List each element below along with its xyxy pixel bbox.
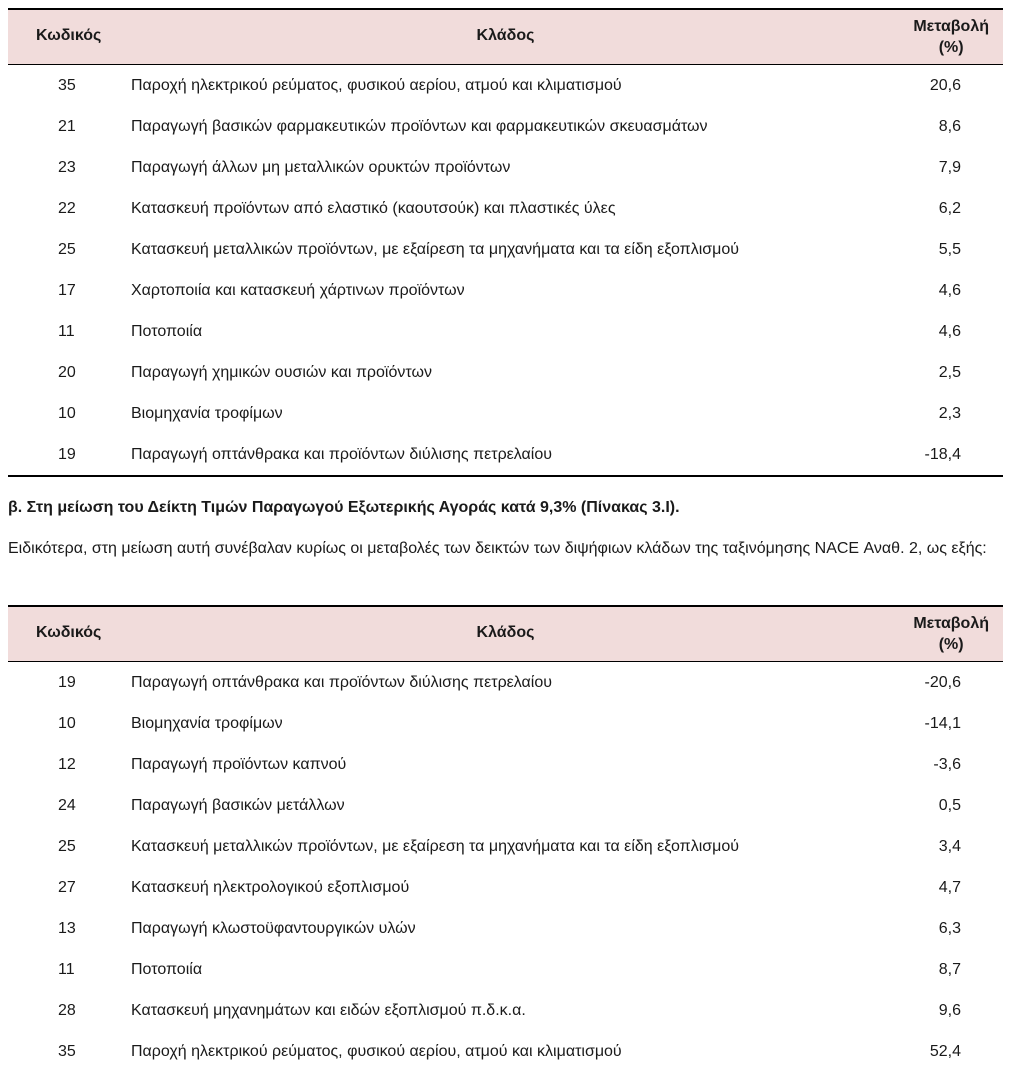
table-row [8,434,1003,475]
row-change: 20,6 [929,77,961,94]
table-row [8,393,1003,434]
table-header [8,607,1003,662]
header-change [913,16,989,58]
row-change: 6,2 [938,200,961,217]
row-code: 19 [58,446,76,463]
table-producer-price-increase [8,8,1003,477]
row-branch: Παροχή ηλεκτρικού ρεύματος, φυσικού αερίου, ατμού και κλιματισμού [131,77,622,94]
row-code: 11 [58,323,75,340]
row-code: 25 [58,838,76,855]
row-change: 2,5 [938,364,961,381]
table-body [8,65,1003,475]
table-row [8,949,1003,990]
row-code: 19 [58,674,76,691]
row-change: -3,6 [933,756,961,773]
row-change: 4,6 [938,282,961,299]
row-change: 52,4 [929,1043,961,1060]
row-branch: Παραγωγή προϊόντων καπνού [131,756,347,773]
row-code: 24 [58,797,76,814]
row-change: 6,3 [938,920,961,937]
row-change: 8,7 [938,961,961,978]
row-change: 9,6 [938,1002,961,1019]
row-code: 10 [58,715,76,732]
row-change: 3,4 [938,838,961,855]
row-branch: Παραγωγή βασικών φαρμακευτικών προϊόντων και φαρμακευτικών σκευασμάτων [131,118,708,135]
row-branch: Παραγωγή οπτάνθρακα και προϊόντων διύλισης πετρελαίου [131,446,553,463]
row-change: -20,6 [924,674,961,691]
table-row [8,785,1003,826]
row-branch: Παραγωγή άλλων μη μεταλλικών ορυκτών προϊόντων [131,159,511,176]
row-change: 4,6 [938,323,961,340]
row-change: 8,6 [938,118,961,135]
row-change: 0,5 [938,797,961,814]
header-change-line2: (%) [938,636,964,653]
table-row [8,147,1003,188]
table-row [8,188,1003,229]
row-branch: Βιομηχανία τροφίμων [131,715,283,732]
row-branch: Παραγωγή κλωστοϋφαντουργικών υλών [131,920,416,937]
header-change-line1: Μεταβολή [913,18,989,35]
table-row [8,826,1003,867]
row-code: 35 [58,77,76,94]
row-code: 35 [58,1043,76,1060]
row-change: -18,4 [924,446,961,463]
table-row [8,270,1003,311]
row-branch: Βιομηχανία τροφίμων [131,405,283,422]
row-code: 10 [58,405,76,422]
row-code: 23 [58,159,76,176]
row-branch: Κατασκευή ηλεκτρολογικού εξοπλισμού [131,879,410,896]
row-code: 11 [58,961,75,978]
table-row [8,1031,1003,1072]
row-change: 2,3 [938,405,961,422]
table-row [8,908,1003,949]
row-branch: Παροχή ηλεκτρικού ρεύματος, φυσικού αερίου, ατμού και κλιματισμού [131,1043,622,1060]
row-change: 7,9 [938,159,961,176]
table-row [8,352,1003,393]
row-branch: Παραγωγή χημικών ουσιών και προϊόντων [131,364,432,381]
row-branch: Παραγωγή βασικών μετάλλων [131,797,345,814]
section-heading: β. Στη μείωση του Δείκτη Τιμών Παραγωγού Εξωτερικής Αγοράς κατά 9,3% (Πίνακας 3.Ι). [8,499,680,516]
row-code: 25 [58,241,76,258]
table-row [8,65,1003,106]
row-change: 4,7 [938,879,961,896]
table-row [8,311,1003,352]
row-code: 22 [58,200,76,217]
row-code: 17 [58,282,76,299]
header-change [913,613,989,655]
table-external-market-decrease [8,605,1003,1072]
row-branch: Κατασκευή προϊόντων από ελαστικό (καουτσούκ) και πλαστικές ύλες [131,200,616,217]
table-row [8,744,1003,785]
row-branch: Χαρτοποιία και κατασκευή χάρτινων προϊόντων [131,282,465,299]
row-branch: Ποτοποιία [131,323,203,340]
table-row [8,703,1003,744]
table-body [8,662,1003,1072]
row-branch: Κατασκευή μεταλλικών προϊόντων, με εξαίρεση τα μηχανήματα και τα είδη εξοπλισμού [131,241,739,258]
row-code: 28 [58,1002,76,1019]
table-row [8,990,1003,1031]
row-code: 21 [58,118,76,135]
header-branch: Κλάδος [476,624,535,641]
row-code: 27 [58,879,76,896]
row-change: 5,5 [938,241,961,258]
row-branch: Κατασκευή μεταλλικών προϊόντων, με εξαίρεση τα μηχανήματα και τα είδη εξοπλισμού [131,838,739,855]
table-row [8,106,1003,147]
row-branch: Κατασκευή μηχανημάτων και ειδών εξοπλισμού π.δ.κ.α. [131,1002,526,1019]
row-branch: Παραγωγή οπτάνθρακα και προϊόντων διύλισης πετρελαίου [131,674,553,691]
header-branch: Κλάδος [476,27,535,44]
table-header [8,10,1003,65]
section-paragraph: Ειδικότερα, στη μείωση αυτή συνέβαλαν κυρίως οι μεταβολές των δεικτών των διψήφιων κλάδων της ταξινόμησης NACE Αναθ. 2, ως εξής: [8,540,987,557]
table-row [8,229,1003,270]
table-row [8,662,1003,703]
header-change-line2: (%) [938,39,964,56]
row-branch: Ποτοποιία [131,961,203,978]
row-code: 20 [58,364,76,381]
row-code: 13 [58,920,76,937]
header-change-line1: Μεταβολή [913,615,989,632]
row-code: 12 [58,756,76,773]
table-row [8,867,1003,908]
header-code: Κωδικός [36,624,102,641]
header-code: Κωδικός [36,27,102,44]
row-change: -14,1 [924,715,961,732]
